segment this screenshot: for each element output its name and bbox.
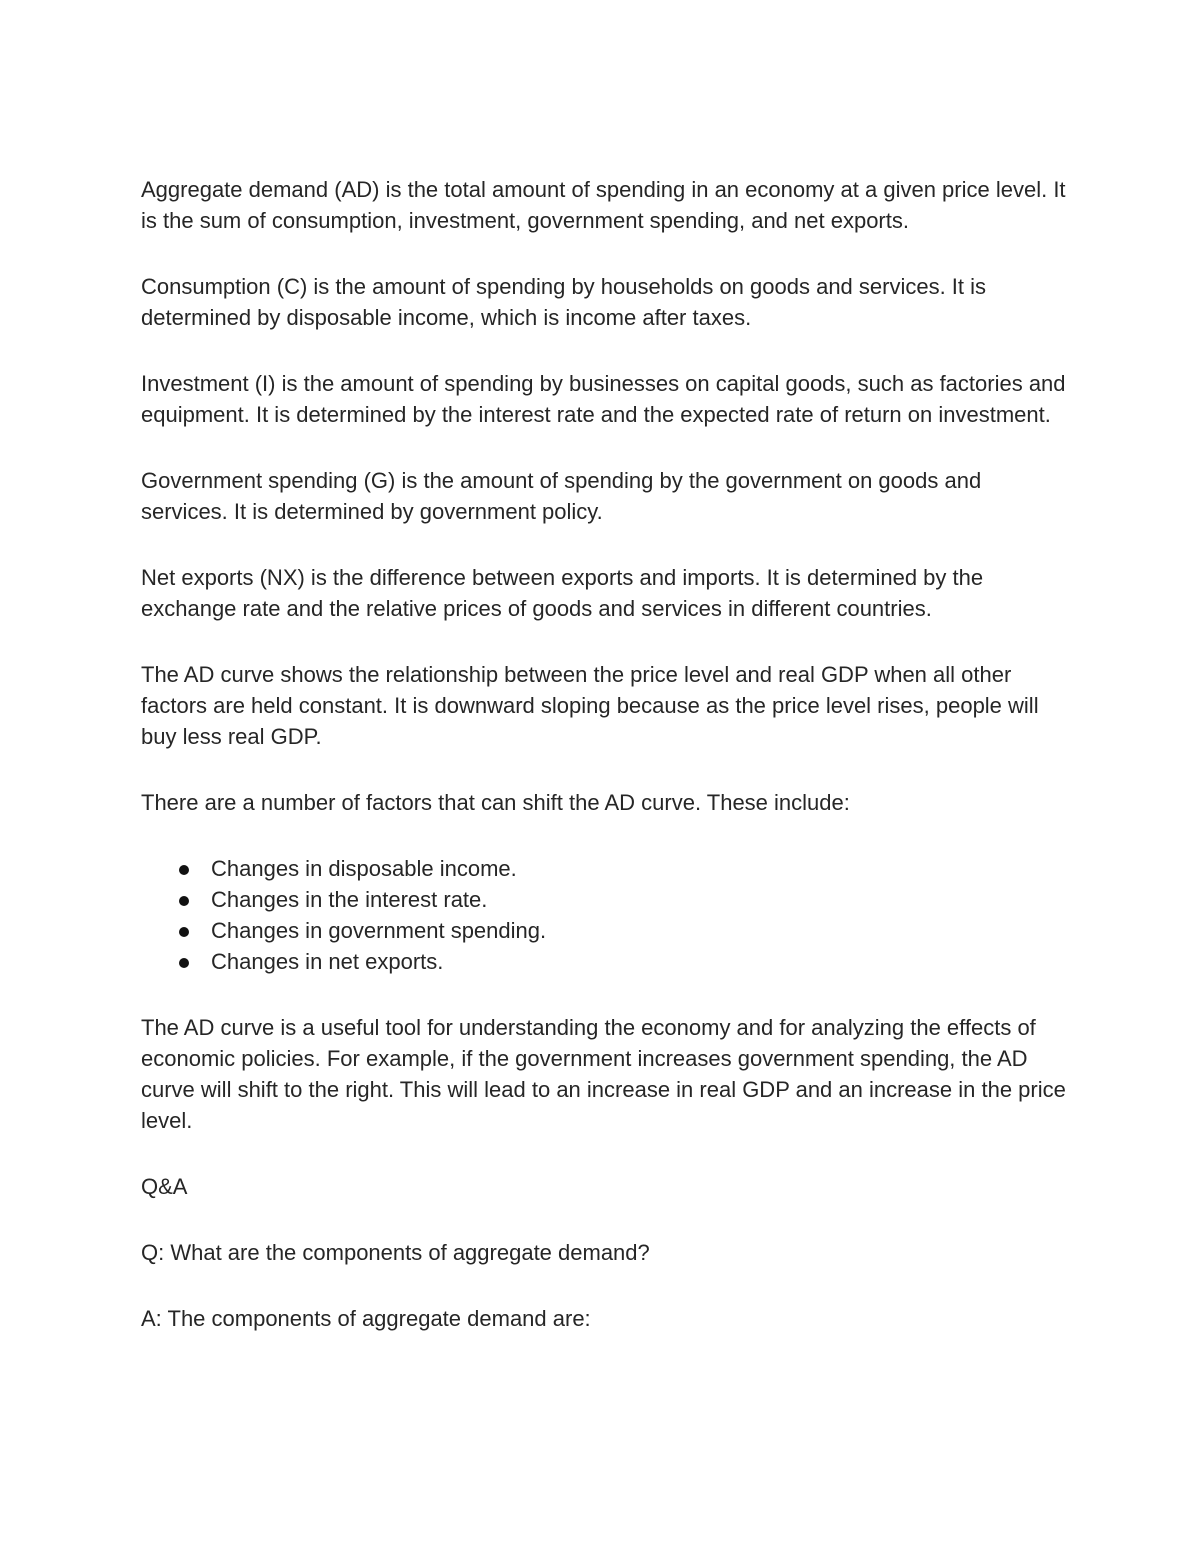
list-item-text: Changes in government spending.: [211, 918, 547, 943]
section-heading-qa: Q&A: [141, 1174, 188, 1199]
paragraph-investment: Investment (I) is the amount of spending by businesses on capital goods, such as factories and equipment. It is determined by the interest rate and the expected rate of return on investment.: [141, 371, 1066, 427]
list-item: [141, 915, 1071, 946]
list-item-text: Changes in net exports.: [211, 949, 444, 974]
list-item-text: Changes in disposable income.: [211, 856, 517, 881]
bullet-icon: [179, 896, 189, 906]
list-item: [141, 946, 1071, 977]
paragraph-ad-curve: The AD curve shows the relationship between the price level and real GDP when all other factors are held constant. It is downward sloping because as the price level rises, people will buy less real GDP.: [141, 662, 1039, 749]
bullet-icon: [179, 958, 189, 968]
shift-factors-list: [141, 853, 1071, 977]
question-text: Q: What are the components of aggregate demand?: [141, 1240, 650, 1265]
paragraph-ad-curve-usefulness: The AD curve is a useful tool for understanding the economy and for analyzing the effects of economic policies. For example, if the government increases government spending, the AD curve will shift to the right. This will lead to an increase in real GDP and an increase in the price level.: [141, 1015, 1066, 1133]
answer-text: A: The components of aggregate demand are:: [141, 1306, 591, 1331]
list-item-text: Changes in the interest rate.: [211, 887, 488, 912]
bullet-icon: [179, 927, 189, 937]
paragraph-government-spending: Government spending (G) is the amount of spending by the government on goods and services. It is determined by government policy.: [141, 468, 982, 524]
paragraph-shift-factors-intro: There are a number of factors that can shift the AD curve. These include:: [141, 790, 850, 815]
list-item: [141, 884, 1071, 915]
paragraph-consumption: Consumption (C) is the amount of spending by households on goods and services. It is determined by disposable income, which is income after taxes.: [141, 274, 987, 330]
bullet-icon: [179, 865, 189, 875]
paragraph-net-exports: Net exports (NX) is the difference between exports and imports. It is determined by the exchange rate and the relative prices of goods and services in different countries.: [141, 565, 984, 621]
paragraph-aggregate-demand: Aggregate demand (AD) is the total amount of spending in an economy at a given price level. It is the sum of consumption, investment, government spending, and net exports.: [141, 177, 1066, 233]
list-item: [141, 853, 1071, 884]
document-body: [141, 174, 1071, 1369]
